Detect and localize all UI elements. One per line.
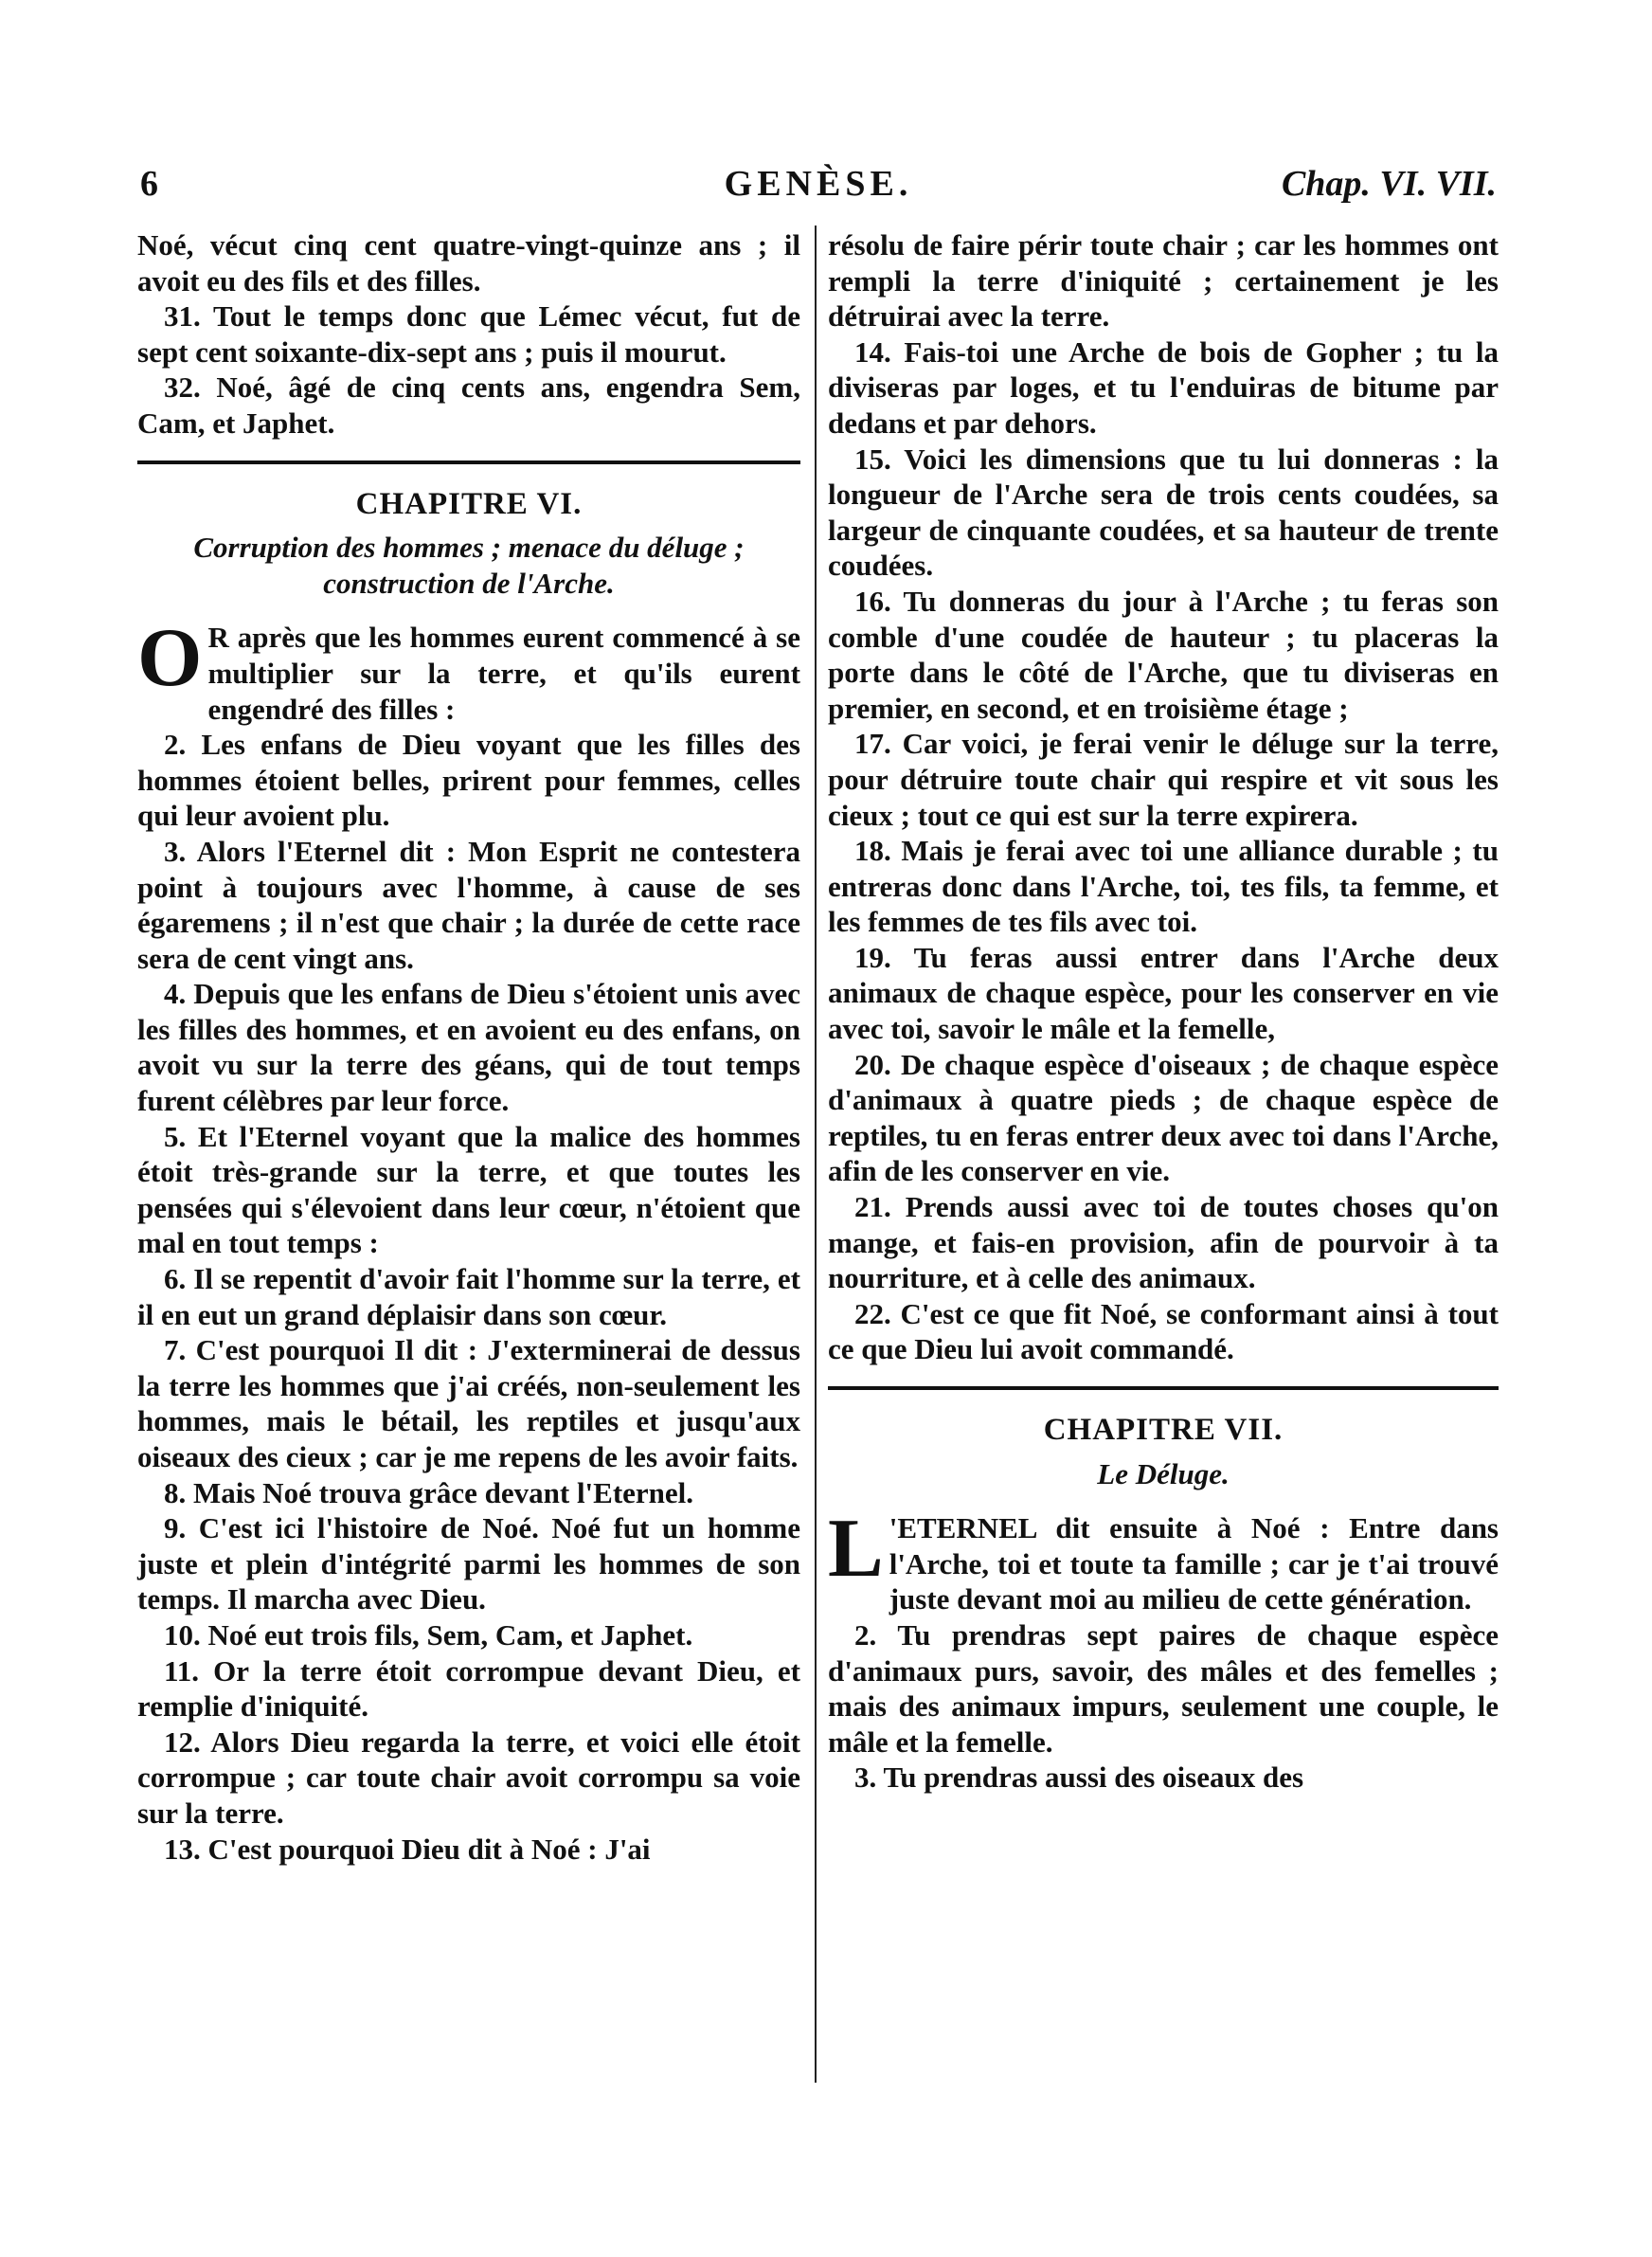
drop-cap: O — [137, 612, 203, 705]
running-title: GENÈSE. — [724, 164, 913, 204]
chapter-reference: Chap. VI. VII. — [1281, 164, 1497, 204]
chapter-subtitle: Le Déluge. — [1097, 1456, 1230, 1490]
verse: 2. Les enfans de Dieu voyant que les filles des hommes étoient belles, prirent pour femmes, celles qui leur avoient plu. — [137, 728, 800, 833]
verse: 12. Alors Dieu regarda la terre, et voici elle étoit corrompue ; car toute chair avoit corrompu sa voie sur la terre. — [137, 1724, 800, 1830]
first-paragraph-text: R après que les hommes eurent commencé à se multiplier sur la terre, et qu'ils eurent engendré des filles : — [207, 621, 800, 726]
verse: 15. Voici les dimensions que tu lui donneras : la longueur de l'Arche sera de trois cents coudées, sa largeur de cinquante coudées, et sa hauteur de trente coudées. — [828, 442, 1499, 583]
verse: 7. C'est pourquoi Il dit : J'exterminerai de dessus la terre les hommes que j'ai créés, non-seulement les hommes, mais le bétail, les reptiles et jusqu'aux oiseaux des cieux ; car je me repens de les avoir faits. — [137, 1333, 800, 1473]
verse: 21. Prends aussi avec toi de toutes choses qu'on mange, et fais-en provision, afin de pourvoir à ta nourriture, et à celle des animaux. — [828, 1190, 1499, 1295]
verse: 3. Tu prendras aussi des oiseaux des — [854, 1760, 1304, 1795]
verse: 31. Tout le temps donc que Lémec vécut, fut de sept cent soixante-dix-sept ans ; puis il mourut. — [137, 299, 800, 369]
verse: 13. C'est pourquoi Dieu dit à Noé : J'ai — [164, 1832, 651, 1866]
left-column — [137, 227, 800, 1867]
verse: 2. Tu prendras sept paires de chaque espèce d'animaux purs, savoir, des mâles et des femelles ; mais des animaux impurs, seulement une couple, le mâle et la femelle. — [828, 1617, 1499, 1759]
chapter-heading: CHAPITRE VII. — [1043, 1413, 1284, 1447]
drop-cap: L — [828, 1503, 884, 1596]
verse: 14. Fais-toi une Arche de bois de Gopher ; tu la diviseras par loges, et tu l'enduiras de bitume par dedans et par dehors. — [828, 334, 1499, 440]
verse: 32. Noé, âgé de cinq cents ans, engendra Sem, Cam, et Japhet. — [137, 370, 800, 440]
chapter-heading: CHAPITRE VI. — [355, 486, 583, 521]
section-rule — [828, 1386, 1499, 1390]
verse: 22. C'est ce que fit Noé, se conformant ainsi à tout ce que Dieu lui avoit commandé. — [828, 1296, 1499, 1366]
first-paragraph — [828, 1503, 1499, 1617]
verse: 5. Et l'Eternel voyant que la malice des hommes étoit très-grande sur la terre, et que toutes les pensées qui s'élevoient dans leur cœur, n'étoient que mal en tout temps : — [137, 1119, 800, 1260]
first-paragraph-text: 'ETERNEL dit ensuite à Noé : Entre dans l'Arche, toi et toute ta famille ; car je t'ai trouvé juste devant moi au milieu de cette génération. — [889, 1511, 1499, 1616]
page-header — [140, 163, 1497, 220]
verse: 4. Depuis que les enfans de Dieu s'étoient unis avec les filles des hommes, et en avoient eu des enfans, on avoit vu sur la terre des géans, qui de tout temps furent célèbres par leur force. — [137, 977, 800, 1118]
verse: 17. Car voici, je ferai venir le déluge sur la terre, pour détruire toute chair qui respire et vit sous les cieux ; tout ce qui est sur la terre expirera. — [828, 727, 1499, 832]
verse: 8. Mais Noé trouva grâce devant l'Eternel. — [164, 1475, 694, 1509]
column-divider — [815, 226, 817, 2083]
verse: 19. Tu feras aussi entrer dans l'Arche deux animaux de chaque espèce, pour les conserver en vie avec toi, savoir le mâle et la femelle, — [828, 940, 1499, 1046]
section-rule — [137, 460, 800, 464]
verse: 6. Il se repentit d'avoir fait l'homme sur la terre, et il en eut un grand déplaisir dans son cœur. — [137, 1262, 800, 1331]
verse: résolu de faire périr toute chair ; car les hommes ont rempli la terre d'iniquité ; certainement je les détruirai avec la terre. — [828, 228, 1499, 334]
verse: 3. Alors l'Eternel dit : Mon Esprit ne contestera point à toujours avec l'homme, à cause de ses égaremens ; il n'est que chair ; la durée de cette race sera de cent vingt ans. — [137, 834, 800, 975]
page-number: 6 — [140, 164, 158, 204]
verse: 11. Or la terre étoit corrompue devant Dieu, et remplie d'iniquité. — [137, 1653, 800, 1724]
chapter-subtitle: Corruption des hommes ; menace du déluge ; construction de l'Arche. — [193, 531, 745, 600]
first-paragraph — [137, 612, 800, 727]
verse: 20. De chaque espèce d'oiseaux ; de chaque espèce d'animaux à quatre pieds ; de chaque espèce de reptiles, tu en feras entrer deux avec toi dans l'Arche, afin de les conserver en vie. — [828, 1047, 1499, 1188]
verse: Noé, vécut cinq cent quatre-vingt-quinze ans ; il avoit eu des fils et des filles. — [137, 228, 800, 298]
verse: 10. Noé eut trois fils, Sem, Cam, et Japhet. — [164, 1617, 693, 1652]
verse: 9. C'est ici l'histoire de Noé. Noé fut un homme juste et plein d'intégrité parmi les hommes de son temps. Il marcha avec Dieu. — [137, 1511, 800, 1616]
verse: 18. Mais je ferai avec toi une alliance durable ; tu entreras donc dans l'Arche, toi, tes fils, ta femme, et les femmes de tes fils avec toi. — [828, 834, 1499, 939]
verse: 16. Tu donneras du jour à l'Arche ; tu feras son comble d'une coudée de hauteur ; tu placeras la porte dans le côté de l'Arche, que tu diviseras en premier, en second, et en troisième étage ; — [828, 584, 1499, 725]
right-column — [828, 227, 1499, 1796]
